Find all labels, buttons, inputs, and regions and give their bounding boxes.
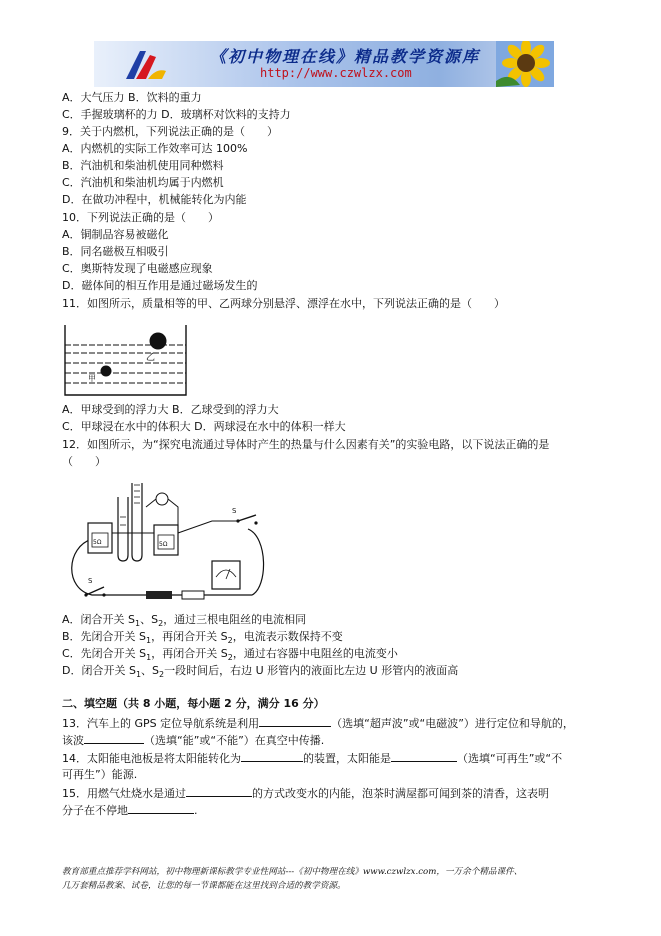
q10-stem: 10．下列说法正确的是（ ） <box>62 211 219 224</box>
page-footer <box>62 865 522 893</box>
q14-line1: 14．太阳能电池板是将太阳能转化为 的装置，太阳能是 （选填“可再生”或“不 <box>62 752 563 765</box>
resistor-left-label: 5Ω <box>93 539 102 546</box>
switch-s2 <box>238 515 256 521</box>
q9-option-d: D．在做功冲程中，机械能转化为内能 <box>62 193 247 206</box>
q15-blank-1[interactable] <box>186 785 252 797</box>
banner-url[interactable]: http://www.czwlzx.com <box>260 66 412 80</box>
q11-option-cd: C．甲球浸在水中的体积大 D．两球浸在水中的体积一样大 <box>62 420 346 433</box>
q11-option-ab: A．甲球受到的浮力大 B．乙球受到的浮力大 <box>62 403 279 416</box>
switch-s1-label: S <box>88 577 93 585</box>
q10-option-d: D．磁体间的相互作用是通过磁场发生的 <box>62 279 258 292</box>
ball-yi <box>150 333 167 350</box>
rheostat <box>182 591 204 599</box>
q11-stem: 11．如图所示，质量相等的甲、乙两球分别悬浮、漂浮在水中，下列说法正确的是（ ） <box>62 297 505 310</box>
q12-option-c: C．先闭合开关 $S_1$，再闭合开关 $S_2$，通过右容器中电阻丝的电流变小 <box>62 647 398 663</box>
q9-stem: 9．关于内燃机，下列说法正确的是（ ） <box>62 125 278 138</box>
q10-option-a: A．铜制品容易被磁化 <box>62 228 169 241</box>
q9-option-b: B．汽油机和柴油机使用同种燃料 <box>62 159 224 172</box>
q15-blank-2[interactable] <box>128 802 194 814</box>
u-tube-right <box>132 483 142 561</box>
q12-stem-line1: 12．如图所示，为“探究电流通过导体时产生的热量与什么因素有关”的实验电路，以下说法正确的是 <box>62 438 550 451</box>
q10-option-b: B．同名磁极互相吸引 <box>62 245 169 258</box>
q14-line2: 可再生”）能源. <box>62 768 138 781</box>
q12-stem-line2: （ ） <box>62 455 106 468</box>
q8-option-ab: A．大气压力 B．饮料的重力 <box>62 91 202 104</box>
q14-blank-1[interactable] <box>241 750 303 762</box>
ball-jia <box>101 366 112 377</box>
header-banner <box>94 41 554 87</box>
banner-title: 《初中物理在线》精品教学资源库 <box>210 47 481 66</box>
footer-line2: 几万套精品教案、试卷，让您的每一节课都能在这里找到合适的教学资源。 <box>62 881 346 891</box>
q13-blank-2[interactable] <box>84 732 144 744</box>
q12-figure-circuit <box>62 477 268 603</box>
ammeter <box>212 561 240 589</box>
q15-line1: 15．用燃气灶烧水是通过 的方式改变水的内能，泡茶时满屋都可闻到茶的清香，这表明 <box>62 787 549 800</box>
switch-s1 <box>86 587 104 595</box>
label-jia: 甲 <box>88 374 96 383</box>
q11-figure-beaker <box>62 321 192 397</box>
q13-line1: 13．汽车上的 GPS 定位导航系统是利用 （选填“超声波”或“电磁波”）进行定位和导航的， <box>62 717 574 730</box>
footer-line1: 教育部重点推荐学科网站，初中物理新课标教学专业性网站---《初中物理在线》www.czwlzx.com，一万余个精品课件、 <box>62 867 523 877</box>
label-yi: 乙 <box>146 353 156 363</box>
section2-heading: 二、填空题（共 8 小题，每小题 2 分，满分 16 分） <box>62 697 325 710</box>
q9-option-a: A．内燃机的实际工作效率可达 100% <box>62 142 248 155</box>
q15-line2: 分子在不停地 . <box>62 804 198 817</box>
sunflower-image <box>496 41 554 87</box>
q12-option-b: B．先闭合开关 $S_1$，再闭合开关 $S_2$，电流表示数保持不变 <box>62 630 343 646</box>
resistor-right-label: 5Ω <box>159 541 168 548</box>
q13-line2: 该波 （选填“能”或“不能”）在真空中传播. <box>62 734 325 747</box>
q12-option-a: A．闭合开关 $S_1$、$S_2$，通过三根电阻丝的电流相同 <box>62 613 307 629</box>
q13-blank-1[interactable] <box>259 715 331 727</box>
battery <box>146 591 172 599</box>
q12-option-d: D．闭合开关 $S_1$、$S_2$一段时间后，右边 U 形管内的液面比左边 U 形管内的液面高 <box>62 664 459 680</box>
q9-option-c: C．汽油机和柴油机均属于内燃机 <box>62 176 224 189</box>
q14-blank-2[interactable] <box>391 750 457 762</box>
site-logo <box>120 45 168 83</box>
q10-option-c: C．奥斯特发现了电磁感应现象 <box>62 262 213 275</box>
q8-option-cd: C．手握玻璃杯的力 D．玻璃杯对饮料的支持力 <box>62 108 291 121</box>
u-tube-left <box>118 497 128 561</box>
switch-s2-label: S <box>232 507 237 515</box>
external-resistor <box>156 493 168 505</box>
